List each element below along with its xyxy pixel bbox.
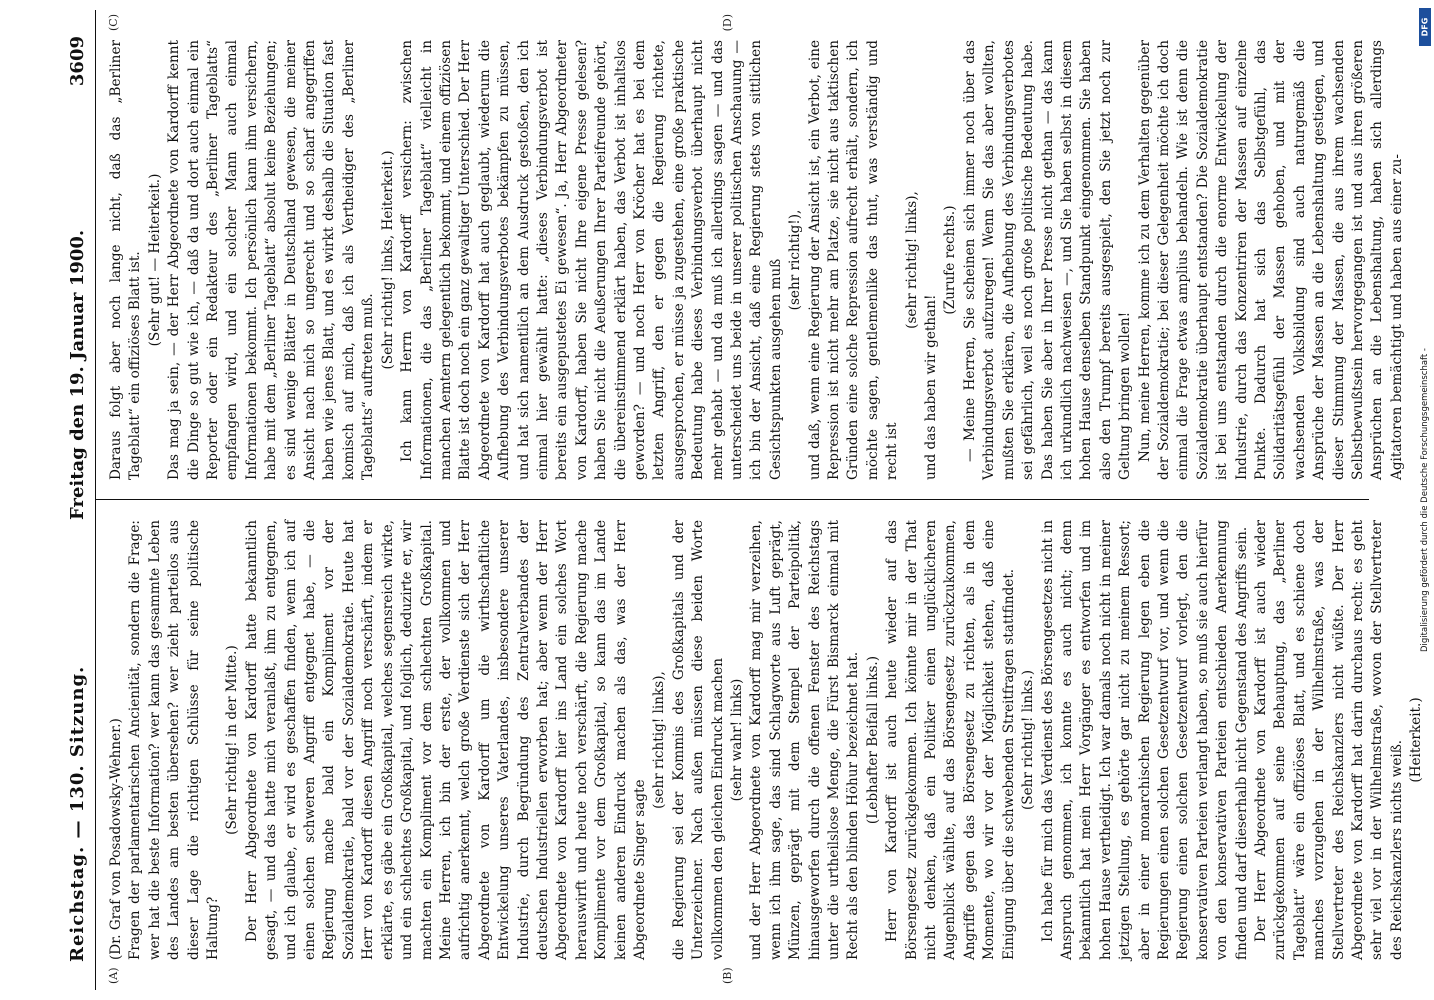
paragraph: und daß, wenn eine Regierung der Ansicht ist, ein Verbot, eine Repression ist nicht mehr am Platze, sie nicht aus taktischen Gründen eine solche Repression aufrecht erhält, sondern, ich möchte sagen, gentlemenlike das thut, was verständig und recht ist xyxy=(806,40,901,480)
margin-marker-d: (D) xyxy=(721,14,734,32)
dfg-logo xyxy=(1419,8,1431,46)
paragraph: (Sehr richtig! links, Heiterkeit.) xyxy=(379,150,396,370)
header-session: Reichstag. — 130. Sitzung. xyxy=(67,665,88,962)
paragraph: (sehr richtig!), xyxy=(787,209,804,311)
paragraph: Fragen der parlamentarischen Ancienität, sondern die Frage: wer hat die beste Information? wer kann das gesammte Leben des Landes am besten übersehen? wer zieht parteilos aus dieser Lage die richtigen Schlüsse für seine politische Haltung? xyxy=(127,520,222,960)
paragraph: (Sehr gut! — Heiterkeit.) xyxy=(146,173,163,347)
digitization-credit: Digitalisierung gefördert durch die Deutsche Forschungsgemeinschaft - xyxy=(1420,348,1430,652)
header-date: Freitag den 19. Januar 1900. xyxy=(67,229,88,520)
paragraph: — Meine Herren, Sie scheinen sich immer noch über das Verbindungsverbot aufzuregen! Wenn Sie das aber wollten, mußten Sie erklären, die Aufhebung des Verbindungsverbotes sei gefährlich, weil es noch große politische Bedeutung habe. Das haben Sie aber in Ihrer Presse nicht gethan — das kann ich urkundlich nachweisen —, und Sie haben selbst in diesem hohen Hause denselben Standpunkt eingenommen. Sie haben also den Trumpf bereits ausgespielt, den Sie jetzt noch zur Geltung bringen wollen! xyxy=(961,40,1134,480)
paragraph: (sehr wahr! links) xyxy=(729,678,745,802)
text-column-left xyxy=(107,520,1425,960)
paragraph: (Sehr richtig! links.) xyxy=(1020,669,1037,811)
paragraph: Ich kann Herrn von Kardorff versichern: zwischen Informationen, die das „Berliner Tageblatt“ vielleicht in manchen Aemtern gelegentlich bekommt, und einem offiziösen Blatte ist doch noch ein ganz gewaltiger Unterschied. Der Herr Abgeordnete von Kardorff hat auch geglaubt, wiederum die Aufhebung des Verbindungsverbotes bekämpfen zu müssen, und hat sich namentlich an dem Ausdruck gestoßen, den ich einmal hier gewählt hatte: „dieses Verbindungsverbot ist bereits ein ausgepustetes Ei gewesen“. Ja, Herr Abgeordneter von Kardorff, haben Sie nicht Ihre eigene Presse gelesen? haben Sie nicht die Aeußerungen Ihrer Parteifreunde gehört, die übereinstimmend erklärt haben, das Verbot ist inhaltslos geworden? — und noch Herr von Kröcher hat es bei dem letzten Angriff, den er gegen die Regierung richtete, ausgesprochen, er müsse ja zugestehen, eine große praktische Bedeutung habe dieses Verbindungsverbot überhaupt nicht mehr gehabt — und da muß ich allerdings sagen — und das unterscheidet uns beide in unserer politischen Anschauung — ich bin der Ansicht, daß eine Regierung stets von sittlichen Gesichtspunkten ausgehen muß xyxy=(399,40,784,480)
paragraph: Ich habe für mich das Verdienst des Börsengesetzes nicht in Anspruch genommen, ich konnte es auch nicht; denn bekanntlich hat mein Herr Vorgänger es entworfen und im hohen Hause vertheidigt. Ich war damals noch nicht in meiner jetzigen Stellung, es gehörte gar nicht zu meinem Ressort; aber in einer monarchischen Regierung legen eben die Regierungen einen solchen Gesetzentwurf vor, und wenn die Regierung einen solchen Gesetzentwurf vorlegt, den die konservativen Parteien verlangt haben, so muß sie auch hierfür von den konservativen Parteien entschieden Anerkennung finden und darf dieserhalb nicht Gegenstand des Angriffs sein. xyxy=(1039,520,1250,960)
paragraph: (sehr richtig! links), xyxy=(651,671,668,809)
paragraph: die Regierung sei der Kommis des Großkapitals und der Unterzeichner. Nach außen müssen diese beiden Worte vollkommen den gleichen Eindruck machen xyxy=(670,520,726,960)
paragraph: und der Herr Abgeordnete von Kardorff mag mir verzeihen, wenn ich ihm sage, das sind Schlagworte aus Luft geprägt, Münzen, geprägt mit dem Stempel der Parteipolitik, hinausgeworfen durch die offenen Fenster des Reichstags unter die urtheilslose Menge, die Fürst Bismarck einmal mit Recht als den blinden Höhur bezeichnet hat. xyxy=(748,520,862,960)
paragraph: Der Herr Abgeordnete von Kardorff hatte bekanntlich gesagt, — und das hatte mich veranlaßt, ihm zu entgegnen, und ich glaube, er wird es geschaffen finden, wenn ich auf einen solchen schweren Angriff entgegnet habe, — die Regierung mache bald ein Kompliment vor der Sozialdemokratie, bald vor der Sozialdemokratie. Heute hat Herr von Kardorff diesen Angriff noch verschärft, indem er erklärte, es gäbe ein Großkapital, welches segensreich wirkte, und ein schlechtes Großkapital, und folglich, deduzirte er, wir machten ein Kompliment vor dem schlechten Großkapital. Meine Herren, ich bin der erste, der vollkommen und aufrichtig anerkennt, welch große Verdienste sich der Herr Abgeordnete von Kardorff um die wirthschaftliche Entwickelung unseres Vaterlandes, insbesondere unserer Industrie, durch Begründung des Zentralverbandes der deutschen Industriellen erworben hat; aber wenn der Herr Abgeordnete von Kardorff hier ins Land ein solches Wort herauswirft und heute noch verschärft, die Regierung mache Komplimente vor dem Großkapital, so kann das im Lande keinen anderen Eindruck machen als das, was der Herr Abgeordnete Singer sagte xyxy=(243,520,648,960)
dfg-logo-text: DFG xyxy=(1420,17,1430,37)
paragraph: (Sehr richtig! in der Mitte.) xyxy=(224,645,241,835)
paragraph: und das haben wir gethan! xyxy=(923,294,940,480)
margin-marker-b: (B) xyxy=(721,967,734,984)
paragraph: Daraus folgt aber noch lange nicht, daß das „Berliner Tageblatt“ ein offiziöses Blatt ist. xyxy=(108,40,144,480)
paragraph: Das mag ja sein, — der Herr Abgeordnete von Kardorff kennt die Dinge so gut wie ich, — daß da und dort auch einmal ein Reporter oder ein Redakteur des „Berliner Tageblatts“ empfangen wird, und ein solcher Mann auch einmal Informationen bekommt. Ich persönlich kann ihm versichern, habe mit dem „Berliner Tageblatt“ absolut keine Beziehungen; es sind wenige Blätter in Deutschland gewesen, die meiner Ansicht nach mich so ungerecht und so scharf angegriffen haben wie jenes Blatt, und es wirkt deshalb die Situation fast komisch auf mich, daß ich als Vertheidiger des „Berliner Tageblatts“ auftreten muß. xyxy=(166,40,377,480)
paragraph: Herr von Kardorff ist auch heute wieder auf das Börsengesetz zurückgekommen. Ich könnte mir in der That nicht denken, daß ein Politiker einen unglücklicheren Augenblick wählte, auf das Börsengesetz zurückzukommen, Angriffe gegen das Börsengesetz zu richten, als in dem Momente, wo wir vor der Möglichkeit stehen, daß eine Einigung über die schwebenden Streitfragen stattfindet. xyxy=(884,520,1017,960)
column-divider xyxy=(95,499,1369,500)
paragraph: (sehr richtig! links), xyxy=(903,191,920,329)
page-header xyxy=(61,10,96,990)
paragraph: (Lebhafter Beifall links.) xyxy=(864,655,881,825)
paragraph: Der Herr Abgeordnete von Kardorff ist auch wieder zurückgekommen auf seine Behauptung, das „Berliner Tageblatt“ wäre ein offiziöses Blatt, und es schiene doch manches vorzugehen in der Wilhelmstraße, was der Stellvertreter des Reichskanzlers nicht wüßte. Der Herr Abgeordnete von Kardorff hat darin durchaus recht: es geht sehr viel vor in der Wilhelmstraße, wovon der Stellvertreter des Reichskanzlers nichts weiß. xyxy=(1252,520,1405,960)
margin-marker-c: (C) xyxy=(107,14,120,31)
paragraph: (Heiterkeit.) xyxy=(1408,697,1425,783)
text-column-right xyxy=(107,40,1405,480)
margin-marker-a: (A) xyxy=(107,967,120,984)
paragraph: (Dr. Graf von Posadowsky-Wehner.) xyxy=(108,718,124,960)
paragraph: (Zurufe rechts.) xyxy=(942,205,959,315)
paragraph: Nun, meine Herren, komme ich zu dem Verhalten gegenüber der Sozialdemokratie; bei dieser Gelegenheit möchte ich doch einmal die Frage etwas amplius behandeln. Wie ist denn die Sozialdemokratie überhaupt entstanden? Die Sozialdemokratie ist bei uns entstanden durch die enorme Entwickelung der Industrie, durch das Konzentriren der Massen auf einzelne Punkte. Dadurch hat sich das Selbstgefühl, das Solidaritätsgefühl der Massen gehoben, und mit der wachsenden Volksbildung sind auch naturgemäß die Ansprüche der Massen an die Lebenshaltung gestiegen, und dieser Stimmung der Massen, die aus ihrem wachsenden Selbstbewußtsein hervorgegangen ist und aus ihren größeren Ansprüchen an die Lebenshaltung, haben sich allerdings Agitatoren bemächtigt und haben aus einer zu- xyxy=(1136,40,1405,480)
page-number: 3609 xyxy=(67,36,88,87)
